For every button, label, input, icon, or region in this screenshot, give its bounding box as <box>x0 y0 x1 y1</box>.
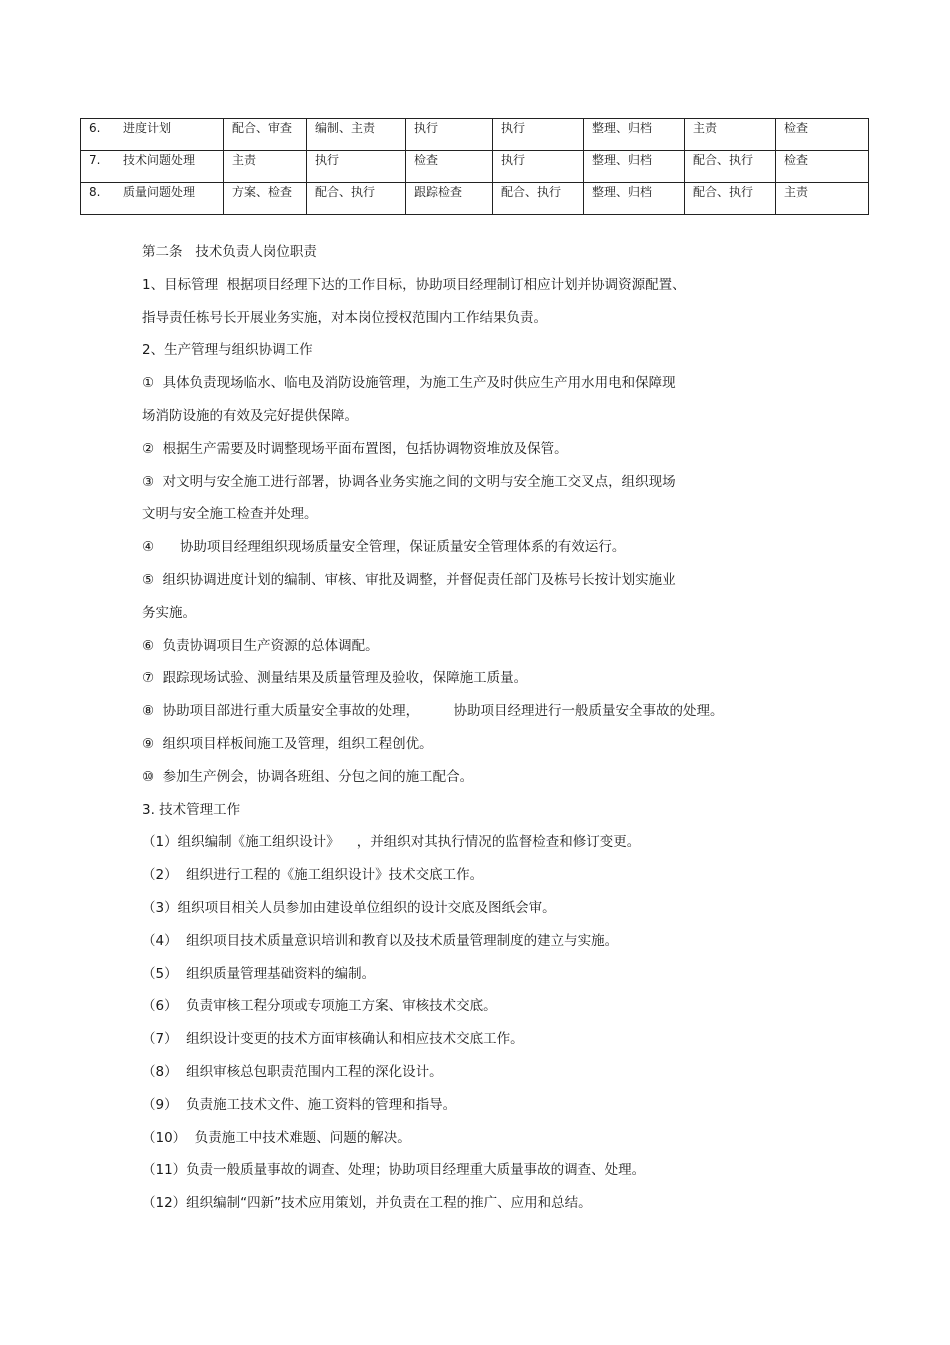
text-line: （12）组织编制“四新”技术应用策划，并负责在工程的推广、应用和总结。 <box>142 1195 592 1212</box>
row-number: 7. <box>89 153 101 167</box>
table-cell: 执行 <box>406 119 493 151</box>
row-item-label: 进度计划 <box>123 121 172 135</box>
text-line: ⑨ 组织项目样板间施工及管理，组织工程创优。 <box>142 735 433 752</box>
table-cell-item <box>81 151 224 183</box>
text-line: ⑦ 跟踪现场试验、测量结果及质量管理及验收，保障施工质量。 <box>142 670 528 687</box>
responsibility-table <box>80 118 869 215</box>
text-line: （6） 负责审核工程分项或专项施工方案、审核技术交底。 <box>142 998 497 1015</box>
text-line: ⑥ 负责协调项目生产资源的总体调配。 <box>142 637 379 654</box>
table-cell: 配合、审查 <box>224 119 307 151</box>
text-line: ③ 对文明与安全施工进行部署，协调各业务实施之间的文明与安全施工交叉点，组织现场 <box>142 473 676 490</box>
table-cell: 配合、执行 <box>685 183 776 215</box>
table-cell: 整理、归档 <box>584 119 685 151</box>
text-line: （7） 组织设计变更的技术方面审核确认和相应技术交底工作。 <box>142 1031 524 1048</box>
row-item-label: 质量问题处理 <box>123 185 196 199</box>
table-row <box>81 119 869 151</box>
text-line: 1、目标管理 根据项目经理下达的工作目标，协助项目经理制订相应计划并协调资源配置、 <box>142 276 686 293</box>
text-line: （10） 负责施工中技术难题、问题的解决。 <box>142 1129 411 1146</box>
text-line: ⑤ 组织协调进度计划的编制、审核、审批及调整，并督促责任部门及栋号长按计划实施业 <box>142 571 676 588</box>
text-line: ⑩ 参加生产例会，协调各班组、分包之间的施工配合。 <box>142 768 474 785</box>
table-cell: 主责 <box>776 183 869 215</box>
table-cell: 执行 <box>307 151 406 183</box>
table-cell-item <box>81 183 224 215</box>
document-body <box>142 236 822 1220</box>
table-cell: 整理、归档 <box>584 151 685 183</box>
text-line: （3）组织项目相关人员参加由建设单位组织的设计交底及图纸会审。 <box>142 899 556 916</box>
table-cell: 整理、归档 <box>584 183 685 215</box>
text-line: 指导责任栋号长开展业务实施，对本岗位授权范围内工作结果负责。 <box>142 309 547 326</box>
text-line: 场消防设施的有效及完好提供保障。 <box>142 407 358 424</box>
table-cell: 主责 <box>685 119 776 151</box>
table-cell: 检查 <box>776 119 869 151</box>
row-number: 8. <box>89 185 101 199</box>
text-line: （2） 组织进行工程的《施工组织设计》技术交底工作。 <box>142 867 484 884</box>
table-cell: 配合、执行 <box>685 151 776 183</box>
text-line: ⑧ 协助项目部进行重大质量安全事故的处理， 协助项目经理进行一般质量安全事故的处理。 <box>142 703 724 720</box>
table-cell: 检查 <box>776 151 869 183</box>
table-cell: 执行 <box>493 119 584 151</box>
text-line: ② 根据生产需要及时调整现场平面布置图，包括协调物资堆放及保管。 <box>142 440 568 457</box>
text-line: （9） 负责施工技术文件、施工资料的管理和指导。 <box>142 1096 457 1113</box>
table-cell: 跟踪检查 <box>406 183 493 215</box>
table-cell: 主责 <box>224 151 307 183</box>
text-line: 3. 技术管理工作 <box>142 801 241 818</box>
table-cell: 配合、执行 <box>307 183 406 215</box>
table-row <box>81 183 869 215</box>
text-line: （11）负责一般质量事故的调查、处理；协助项目经理重大质量事故的调查、处理。 <box>142 1162 646 1179</box>
section-heading: 第二条 技术负责人岗位职责 <box>142 244 317 260</box>
text-line: （1）组织编制《施工组织设计》 ，并组织对其执行情况的监督检查和修订变更。 <box>142 834 641 851</box>
text-line: 2、生产管理与组织协调工作 <box>142 342 313 359</box>
row-item-label: 技术问题处理 <box>123 153 196 167</box>
row-number: 6. <box>89 121 101 135</box>
text-line: （4） 组织项目技术质量意识培训和教育以及技术质量管理制度的建立与实施。 <box>142 932 619 949</box>
text-line: ④ 协助项目经理组织现场质量安全管理，保证质量安全管理体系的有效运行。 <box>142 539 626 556</box>
table-cell: 执行 <box>493 151 584 183</box>
text-line: 文明与安全施工检查并处理。 <box>142 506 318 523</box>
table-row <box>81 151 869 183</box>
text-line: （8） 组织审核总包职责范围内工程的深化设计。 <box>142 1063 443 1080</box>
table-cell: 方案、检查 <box>224 183 307 215</box>
table-cell: 编制、主责 <box>307 119 406 151</box>
text-line: ① 具体负责现场临水、临电及消防设施管理，为施工生产及时供应生产用水用电和保障现 <box>142 375 676 392</box>
text-line: （5） 组织质量管理基础资料的编制。 <box>142 965 376 982</box>
table-cell: 配合、执行 <box>493 183 584 215</box>
table-cell: 检查 <box>406 151 493 183</box>
table-cell-item <box>81 119 224 151</box>
text-line: 务实施。 <box>142 604 196 621</box>
